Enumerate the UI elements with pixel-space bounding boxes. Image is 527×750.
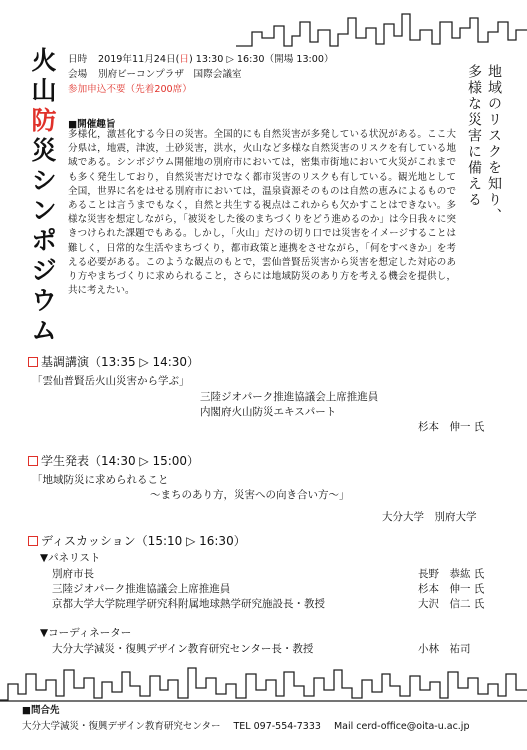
panelist-name: 杉本 伸一 氏 — [418, 583, 485, 595]
discussion-heading-text: ディスカッション（15:10 ▷ 16:30） — [41, 534, 246, 548]
panelists-label: ▼パネリスト — [40, 552, 101, 564]
venue-value: 別府ビーコンプラザ 国際会議室 — [98, 69, 242, 80]
date-label: 日時 — [68, 54, 88, 65]
venue-label: 会場 — [68, 69, 88, 80]
date-day: 日 — [179, 54, 189, 65]
contact-heading: ■問合先 — [22, 705, 60, 716]
contact-info — [22, 718, 479, 732]
title-char: ン — [31, 196, 57, 225]
student-heading-text: 学生発表（14:30 ▷ 15:00） — [41, 454, 200, 468]
contact-tel: TEL 097-554-7333 — [233, 721, 321, 732]
purpose-body: 多様化，激甚化する今日の災害。全国的にも自然災害が多発している状況がある。ここ大分県は，地震，津波，土砂災害，洪水，火山など多様な自然災害のリスクを有している地域である。シンポジウム開催地の別府市においては，密集市街地において火災がこれまでも多く発生しており，自然災害だけでなく都市災害のリスクも有している。観光地として全国，世界に名をはせる別府市においては，温泉資源そのものは自然の恵みによるものであることは言うまでもなく，自然と共生する視点はこれからも欠かすことはできない。多様な災害を想定しながら，「被災をした後のまちづくりをどう進めるのか」は今日我々に突きつけられた課題でもある。しかし，「火山」だけの切り口では災害をイメージすることは難しく，日常的な生活やまちづくり，都市政策と連携をさせながら，「何をすべきか」を考える必要がある。このような観点のもとで，雲仙普賢岳災害から災害を想定した対応のあり方やまちづくりに求められること，さらには地域防災のあり方を考える機会を提供し，共に考えたい。 — [68, 129, 456, 297]
contact-mail[interactable]: Mail cerd-office@oita-u.ac.jp — [333, 721, 470, 732]
contact-org: 大分大学減災・復興デザイン教育研究センター — [22, 721, 221, 732]
date-row — [68, 52, 334, 67]
venue-row — [68, 67, 334, 82]
title-char: ム — [31, 316, 57, 345]
coordinator-name: 小林 祐司 — [418, 643, 471, 655]
student-title-1: 「地域防災に求められること — [32, 474, 169, 486]
section-box-icon — [28, 357, 38, 367]
subtitle-line: 地域のリスクを知り、 — [486, 64, 502, 224]
student-title-2: 〜まちのあり方，災害への向き合い方〜」 — [150, 489, 350, 501]
title-char: シ — [31, 166, 57, 195]
keynote-role-2: 内閣府火山防災エキスパート — [200, 406, 337, 418]
subtitle-line: 多様な災害に備える — [466, 64, 482, 208]
panelist-role: 三陸ジオパーク推進協議会上席推進員 — [52, 583, 231, 595]
student-heading — [28, 452, 199, 469]
date-time: ) 13:30 ▷ 16:30（開場 13:00） — [188, 54, 334, 65]
panelist-role: 別府市長 — [52, 568, 94, 580]
title-char: 山 — [31, 76, 57, 105]
title-char: ポ — [31, 226, 57, 255]
title-char: ジ — [31, 256, 57, 285]
discussion-heading — [28, 532, 246, 549]
title-char: ウ — [31, 286, 57, 315]
student-presenter: 大分大学 別府大学 — [382, 511, 477, 523]
section-box-icon — [28, 456, 38, 466]
keynote-heading-text: 基調講演（13:35 ▷ 14:30） — [41, 355, 200, 369]
title-char: 災 — [31, 136, 57, 165]
coordinator-label: ▼コーディネーター — [40, 627, 132, 639]
date-value: 2019年11月24日( — [98, 54, 180, 65]
keynote-heading — [28, 353, 199, 370]
vertical-title — [24, 46, 64, 346]
keynote-speaker: 杉本 伸一 氏 — [418, 421, 485, 433]
title-char: 火 — [31, 46, 57, 75]
skyline-bottom-decoration — [0, 660, 527, 702]
panelist-name: 大沢 信二 氏 — [418, 598, 485, 610]
keynote-role-1: 三陸ジオパーク推進協議会上席推進員 — [200, 391, 379, 403]
skyline-top-decoration — [0, 8, 527, 48]
vertical-subtitle — [466, 64, 504, 224]
title-char: 防 — [31, 106, 57, 135]
coordinator-role: 大分大学減災・復興デザイン教育研究センター長・教授 — [52, 643, 314, 655]
event-info — [68, 52, 334, 97]
purpose-heading: ■開催趣旨 — [68, 119, 116, 130]
keynote-talk-title: 「雲仙普賢岳火山災害から学ぶ」 — [32, 375, 190, 387]
panelist-name: 長野 恭紘 氏 — [418, 568, 485, 580]
section-box-icon — [28, 536, 38, 546]
admission-note: 参加申込不要（先着200席） — [68, 84, 192, 95]
panelist-role: 京都大学大学院理学研究科附属地球熱学研究施設長・教授 — [52, 598, 325, 610]
